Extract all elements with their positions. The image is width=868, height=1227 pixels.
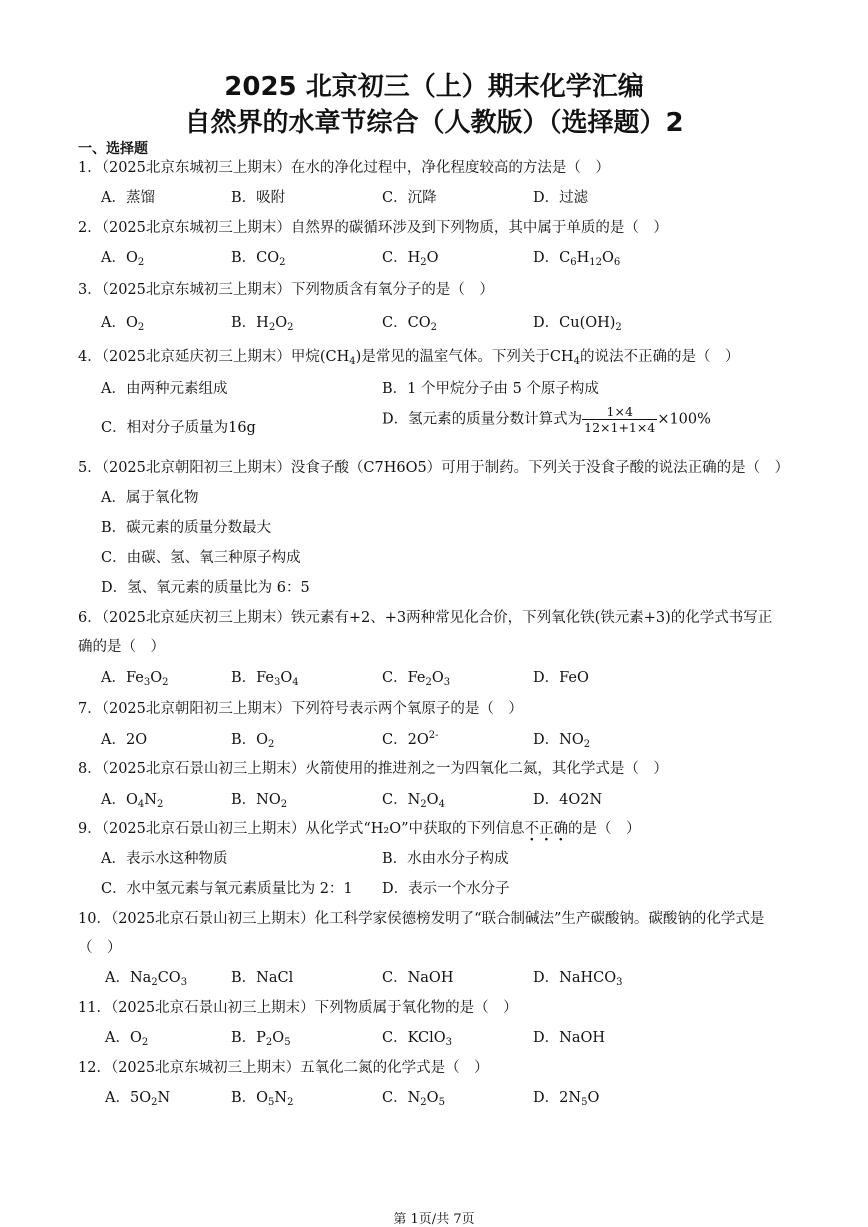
section-heading: 一、选择题 bbox=[78, 141, 148, 157]
question-11: 11．（2025北京石景山初三上期末）下列物质属于氧化物的是（ ） bbox=[78, 1000, 518, 1016]
q4-option-b: B．1 个甲烷分子由 5 个原子构成 bbox=[382, 381, 599, 397]
q11-option-a: A．$O_2$ bbox=[105, 1030, 149, 1048]
q5-option-a: A．属于氧化物 bbox=[101, 490, 199, 506]
q9-option-c: C．水中氢元素与氧元素质量比为 2：1 bbox=[101, 881, 353, 897]
q9-option-d: D．表示一个水分子 bbox=[382, 881, 510, 897]
q12-option-a: A．$5O_2N$ bbox=[105, 1090, 171, 1108]
q12-option-b: B．$O_5N_2$ bbox=[231, 1090, 294, 1108]
q10-option-c: C．NaOH bbox=[382, 970, 454, 986]
document-subtitle: 自然界的水章节综合（人教版）（选择题）2 bbox=[184, 108, 684, 138]
q8-option-a: A．$O_4N_2$ bbox=[101, 792, 164, 810]
question-10-line2: （ ） bbox=[78, 940, 122, 956]
question-5: 5．（2025北京朝阳初三上期末）没食子酸（C7H6O5）可用于制药。下列关于没食子酸的说法正确的是（ ） bbox=[78, 460, 790, 476]
q4-option-c: C．相对分子质量为16g bbox=[101, 420, 256, 436]
q3-option-c: C．$CO_2$ bbox=[382, 315, 437, 333]
q2-option-b: B．$CO_2$ bbox=[231, 250, 286, 268]
q7-option-a: A．2O bbox=[101, 732, 148, 748]
q8-option-d: D．4O2N bbox=[533, 792, 603, 808]
question-4: 4．（2025北京延庆初三上期末）甲烷$(CH_4)$是常见的温室气体。下列关于$CH_4$的说法不正确的是（ ） bbox=[78, 349, 740, 367]
question-7: 7．（2025北京朝阳初三上期末）下列符号表示两个氧原子的是（ ） bbox=[78, 701, 523, 717]
q11-option-d: D．NaOH bbox=[533, 1030, 605, 1046]
document-title: 2025 北京初三（上）期末化学汇编 bbox=[224, 72, 644, 102]
q1-option-a: A．蒸馏 bbox=[101, 190, 155, 206]
q6-option-c: C．$Fe_2O_3$ bbox=[382, 670, 451, 688]
q5-option-d: D．氢、氧元素的质量比为 6：5 bbox=[101, 580, 310, 596]
q2-option-c: C．$H_2O$ bbox=[382, 250, 439, 268]
question-6-line2: 确的是（ ） bbox=[78, 639, 165, 655]
q4-option-d: D．氢元素的质量分数计算式为 $\frac{1\times 4}{12\times 1+1\times 4}$ ×100% bbox=[382, 404, 711, 435]
q11-option-c: C．KClO$_3$ bbox=[382, 1030, 453, 1048]
q10-option-b: B．NaCl bbox=[231, 970, 294, 986]
question-1: 1．（2025北京东城初三上期末）在水的净化过程中，净化程度较高的方法是（ ） bbox=[78, 160, 610, 176]
q5-option-b: B．碳元素的质量分数最大 bbox=[101, 520, 272, 536]
q4-option-a: A．由两种元素组成 bbox=[101, 381, 228, 397]
q2-option-d: D．$C_6H_{12}O_6$ bbox=[533, 250, 621, 268]
q1-option-c: C．沉降 bbox=[382, 190, 437, 206]
q5-option-c: C．由碳、氢、氧三种原子构成 bbox=[101, 550, 301, 566]
question-2: 2．（2025北京东城初三上期末）自然界的碳循环涉及到下列物质，其中属于单质的是（ ） bbox=[78, 220, 668, 236]
q10-option-a: A．$Na_2CO_3$ bbox=[105, 970, 188, 988]
q6-option-b: B．$Fe_3O_4$ bbox=[231, 670, 299, 688]
q9-option-b: B．水由水分子构成 bbox=[382, 851, 509, 867]
q9-option-a: A．表示水这种物质 bbox=[101, 851, 228, 867]
q12-option-c: C．$N_2O_5$ bbox=[382, 1090, 445, 1108]
q7-option-c: C．$2O^{2-}$ bbox=[382, 730, 439, 748]
q6-option-a: A．$Fe_3O_2$ bbox=[101, 670, 169, 688]
question-8: 8．（2025北京石景山初三上期末）火箭使用的推进剂之一为四氧化二氮，其化学式是（ ） bbox=[78, 761, 668, 777]
q8-option-c: C．$N_2O_4$ bbox=[382, 792, 445, 810]
question-12: 12．（2025北京东城初三上期末）五氧化二氮的化学式是（ ） bbox=[78, 1060, 489, 1076]
question-3: 3．（2025北京东城初三上期末）下列物质含有氧分子的是（ ） bbox=[78, 282, 494, 298]
q1-option-d: D．过滤 bbox=[533, 190, 589, 206]
fraction: $\frac{1\times 4}{12\times 1+1\times 4}$ bbox=[584, 404, 656, 435]
q11-option-b: B．$P_2O_5$ bbox=[231, 1030, 291, 1048]
q7-option-b: B．$O_2$ bbox=[231, 732, 275, 750]
question-10-line1: 10．（2025北京石景山初三上期末）化工科学家侯德榜发明了“联合制碱法”生产碳酸钠。碳酸钠的化学式是 bbox=[78, 911, 765, 927]
q6-option-d: D．FeO bbox=[533, 670, 589, 686]
q3-option-a: A．$O_2$ bbox=[101, 315, 145, 333]
q12-option-d: D．$2N_5O$ bbox=[533, 1090, 600, 1108]
question-9: 9．（2025北京石景山初三上期末）从化学式“H₂O”中获取的下列信息不正确的是（ ） bbox=[78, 821, 641, 837]
q2-option-a: A．$O_2$ bbox=[101, 250, 145, 268]
q3-option-d: D．$Cu(OH)_2$ bbox=[533, 315, 622, 333]
q8-option-b: B．$NO_2$ bbox=[231, 792, 288, 810]
q1-option-b: B．吸附 bbox=[231, 190, 286, 206]
q3-option-b: B．$H_2O_2$ bbox=[231, 315, 294, 333]
question-6-line1: 6．（2025北京延庆初三上期末）铁元素有+2、+3两种常见化合价，下列氧化铁(铁元素+3)的化学式书写正 bbox=[78, 610, 773, 626]
q7-option-d: D．$NO_2$ bbox=[533, 732, 591, 750]
q10-option-d: D．NaHCO$_3$ bbox=[533, 970, 623, 988]
page-footer: 第 1页/共 7页 bbox=[393, 1212, 475, 1227]
